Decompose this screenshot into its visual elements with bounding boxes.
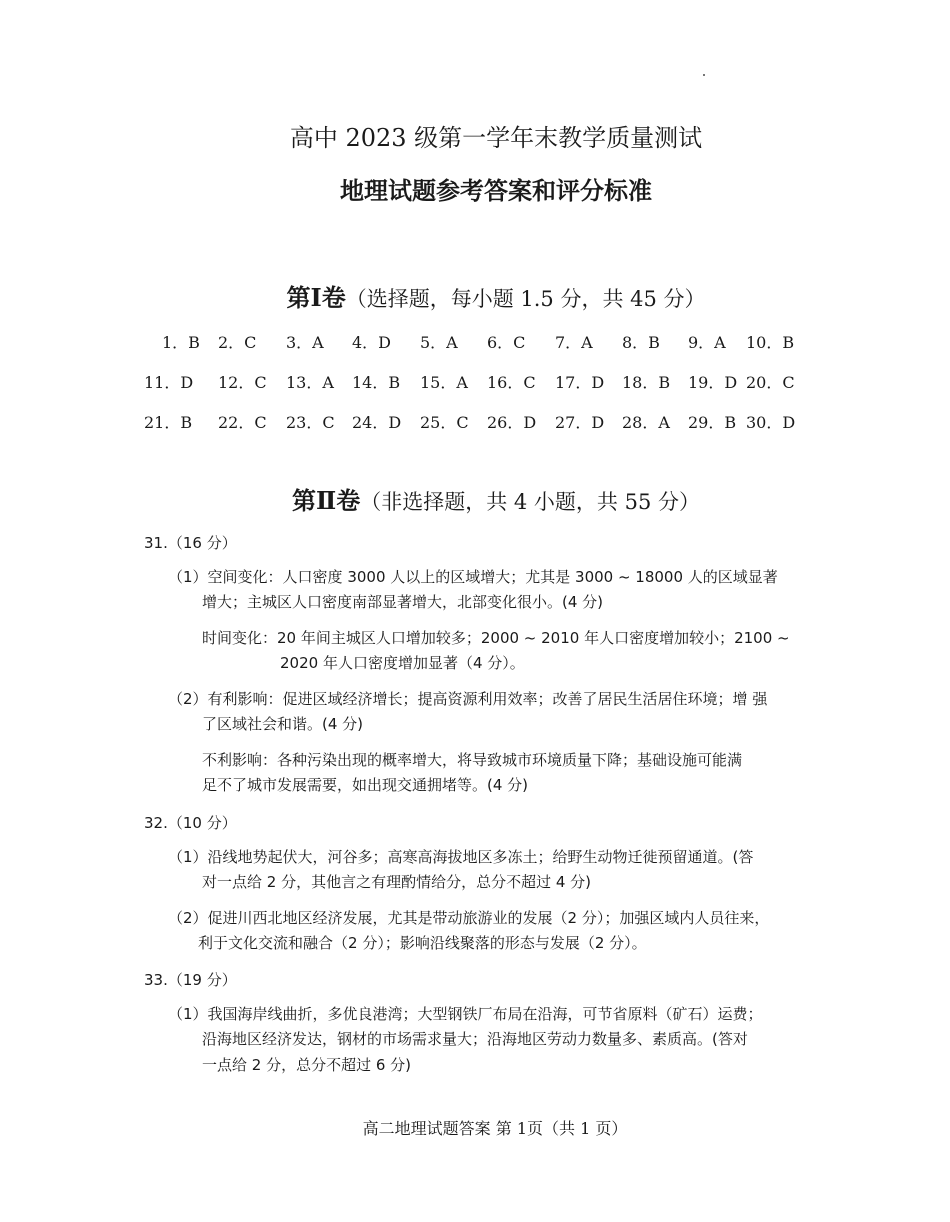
q31-part1-line1: （1）空间变化：人口密度 3000 人以上的区域增大；尤其是 3000 ~ 18000 人的区域显著 bbox=[168, 568, 778, 586]
section1-label: 第Ⅰ卷 bbox=[286, 283, 346, 312]
answer-item: 23．C bbox=[286, 413, 335, 432]
answer-item: 22．C bbox=[218, 413, 267, 432]
q32-heading: 32.（10 分） bbox=[144, 814, 237, 832]
section2-heading bbox=[0, 481, 950, 516]
q31-part2-line2: 了区域社会和谐。(4 分) bbox=[202, 715, 364, 733]
answer-item: 12．C bbox=[218, 373, 267, 392]
answer-item: 26．D bbox=[487, 413, 537, 432]
page-footer: 高二地理试题答案 第 1页（共 1 页） bbox=[362, 1119, 628, 1138]
q33-part1-line3: 一点给 2 分，总分不超过 6 分) bbox=[202, 1056, 412, 1074]
q31-part1-line2: 增大；主城区人口密度南部显著增大，北部变化很小。(4 分) bbox=[202, 593, 604, 611]
q31-part1b-line2: 2020 年人口密度增加显著（4 分）。 bbox=[280, 654, 525, 672]
q33-part1-line2: 沿海地区经济发达，钢材的市场需求量大；沿海地区劳动力数量多、素质高。(答对 bbox=[202, 1030, 748, 1048]
answer-item: 16．C bbox=[487, 373, 536, 392]
exam-subtitle: 地理试题参考答案和评分标准 bbox=[340, 176, 652, 205]
q32-part1-line1: （1）沿线地势起伏大，河谷多；高寒高海拔地区多冻土；给野生动物迁徙预留通道。(答 bbox=[168, 848, 754, 866]
section1-note: （选择题，每小题 1.5 分，共 45 分） bbox=[345, 287, 706, 311]
answer-item: 5．A bbox=[420, 333, 458, 352]
section2-note: （非选择题，共 4 小题，共 55 分） bbox=[360, 490, 701, 514]
answer-item: 13．A bbox=[286, 373, 334, 392]
answer-item: 25．C bbox=[420, 413, 469, 432]
q31-part2b-line2: 足不了城市发展需要，如出现交通拥堵等。(4 分) bbox=[202, 776, 529, 794]
answer-item: 29．B bbox=[688, 413, 737, 432]
answer-item: 9．A bbox=[688, 333, 726, 352]
answer-item: 11．D bbox=[144, 373, 194, 392]
q31-part1b-line1: 时间变化：20 年间主城区人口增加较多；2000 ~ 2010 年人口密度增加较小；2100 ~ bbox=[202, 629, 790, 647]
section1-heading bbox=[0, 278, 950, 313]
scan-dot bbox=[703, 74, 705, 76]
q33-heading: 33.（19 分） bbox=[144, 971, 237, 989]
answer-item: 3．A bbox=[286, 333, 324, 352]
answer-item: 27．D bbox=[555, 413, 605, 432]
answer-item: 17．D bbox=[555, 373, 605, 392]
answer-item: 15．A bbox=[420, 373, 468, 392]
answer-item: 24．D bbox=[352, 413, 402, 432]
exam-title: 高中 2023 级第一学年末教学质量测试 bbox=[289, 124, 703, 152]
q31-part2-line1: （2）有利影响：促进区域经济增长；提高资源利用效率；改善了居民生活居住环境；增 强 bbox=[168, 690, 768, 708]
answer-item: 19．D bbox=[688, 373, 738, 392]
answer-item: 28．A bbox=[622, 413, 670, 432]
answer-item: 2．C bbox=[218, 333, 257, 352]
q32-part2-line1: （2）促进川西北地区经济发展，尤其是带动旅游业的发展（2 分）；加强区域内人员往来， bbox=[168, 909, 770, 927]
answer-item: 8．B bbox=[622, 333, 660, 352]
q32-part2-line2: 利于文化交流和融合（2 分）；影响沿线聚落的形态与发展（2 分）。 bbox=[198, 934, 647, 952]
answer-item: 21．B bbox=[144, 413, 193, 432]
answer-item: 30．D bbox=[746, 413, 796, 432]
answer-item: 20．C bbox=[746, 373, 795, 392]
answer-item: 10．B bbox=[746, 333, 795, 352]
q33-part1-line1: （1）我国海岸线曲折，多优良港湾；大型钢铁厂布局在沿海，可节省原料（矿石）运费； bbox=[168, 1005, 763, 1023]
answer-item: 14．B bbox=[352, 373, 401, 392]
q32-part1-line2: 对一点给 2 分，其他言之有理酌情给分，总分不超过 4 分) bbox=[202, 873, 592, 891]
answer-item: 18．B bbox=[622, 373, 671, 392]
section2-label: 第Ⅱ卷 bbox=[291, 486, 361, 515]
answer-item: 4．D bbox=[352, 333, 392, 352]
q31-heading: 31.（16 分） bbox=[144, 534, 237, 552]
answer-item: 7．A bbox=[555, 333, 593, 352]
answer-item: 6．C bbox=[487, 333, 526, 352]
answer-item: 1．B bbox=[162, 333, 200, 352]
q31-part2b-line1: 不利影响：各种污染出现的概率增大，将导致城市环境质量下降；基础设施可能满 bbox=[202, 751, 743, 769]
